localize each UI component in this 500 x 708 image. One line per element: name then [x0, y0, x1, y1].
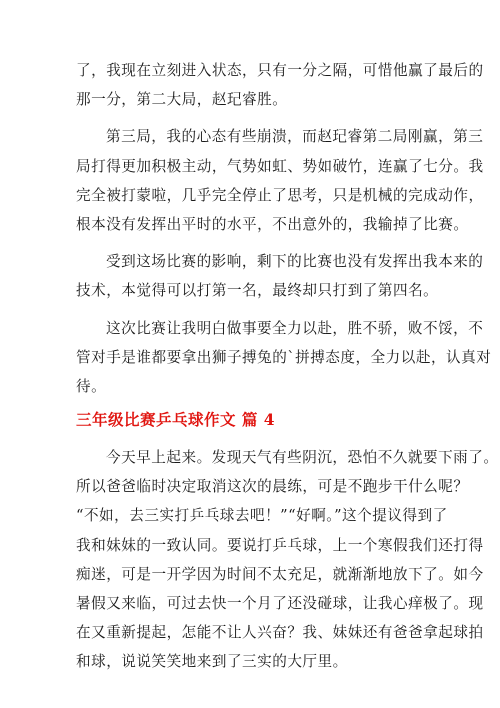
text-line: 痴迷，可是一开学因为时间不太充足，就渐渐地放下了。如今	[76, 565, 484, 583]
paragraph	[76, 56, 484, 114]
text-line: 局打得更加积极主动，气势如虹、势如破竹，连赢了七分。我	[76, 157, 484, 175]
text-line: 这次比赛让我明白做事要全力以赴，胜不骄，败不馁，不	[106, 319, 484, 337]
paragraph	[76, 247, 484, 305]
text-line: 受到这场比赛的影响，剩下的比赛也没有发挥出我本来的	[106, 253, 484, 271]
text-line: 我和妹妹的一致认同。要说打乒乓球，上一个寒假我们还打得	[76, 536, 484, 554]
paragraph	[76, 122, 484, 239]
text-line: 管对手是谁都要拿出狮子搏兔的`拼搏态度，全力以赴，认真对	[76, 348, 492, 366]
text-line: 今天早上起来。发现天气有些阴沉，恐怕不久就要下雨了。	[106, 449, 499, 467]
text-line: 了，我现在立刻进入状态，只有一分之隔，可惜他赢了最后的	[76, 62, 484, 79]
text-line: 那一分，第二大局，赵玘睿胜。	[76, 91, 288, 109]
text-line: “不如，去三实打乒乓球去吧！”“好啊。”这个提议得到了	[76, 507, 448, 525]
text-line: 第三局，我的心态有些崩溃，而赵玘睿第二局刚赢，第三	[106, 128, 484, 146]
text-line: 完全被打蒙啦，几乎完全停止了思考，只是机械的完成动作，	[76, 186, 484, 204]
text-line: 所以爸爸临时决定取消这次的晨练，可是不跑步干什么呢？	[76, 478, 469, 496]
text-line: 暑假又来临，可过去快一个月了还没碰球，让我心痒极了。现	[76, 595, 484, 612]
paragraph	[76, 443, 499, 677]
section-heading: 三年级比赛乒乓球作文 篇 4	[76, 410, 276, 430]
text-line: 技术，本觉得可以打第一名，最终却只打到了第四名。	[76, 282, 439, 300]
paragraph	[76, 314, 492, 402]
text-line: 根本没有发挥出平时的水平，不出意外的，我输掉了比赛。	[76, 215, 469, 233]
text-line: 在又重新提起，怎能不让人兴奋？我、妹妹还有爸爸拿起球拍	[76, 624, 484, 642]
text-line: 和球，说说笑笑地来到了三实的大厅里。	[76, 653, 348, 671]
text-line: 待。	[76, 377, 107, 395]
